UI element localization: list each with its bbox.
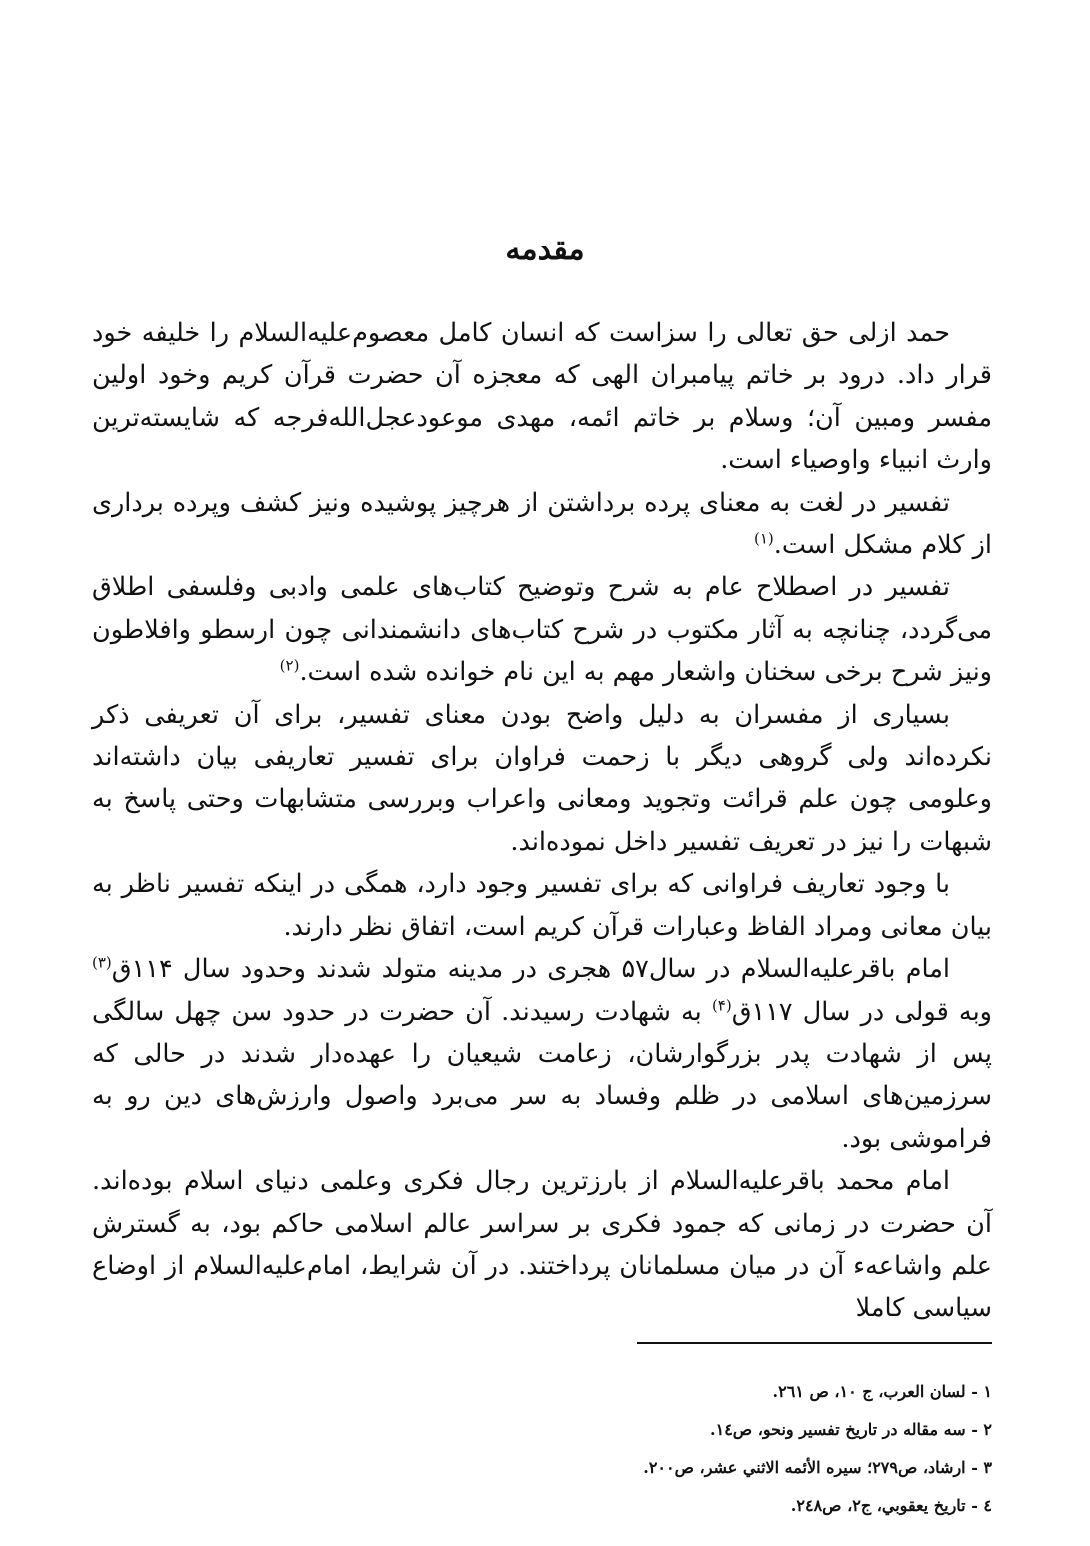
paragraph: با وجود تعاریف فراوانی که برای تفسیر وجود دارد، همگی در اینکه تفسیر ناظر به بیان معانی ومراد الفاظ وعبارات قرآن کریم است، اتفاق نظر دارند. — [92, 869, 992, 942]
footnote: ٢ - سه مقاله در تاريخ تفسير ونحو، ص١٤. — [710, 1420, 992, 1439]
paragraph-text: تفسیر در اصطلاح عام به شرح وتوضیح کتاب‌های علمی وادبی وفلسفی اطلاق می‌گردد، چنانچه به آثار مکتوب در شرح کتاب‌های دانشمندانی چون ارسطو وافلاطون ونیز شرح برخی سخنان واشعار مهم به این نام خوانده شده است. — [92, 572, 992, 688]
page-title: مقدمه — [505, 232, 585, 267]
footnote-ref: (۲) — [279, 656, 300, 675]
paragraph: حمد ازلی حق تعالی را سزاست که انسان کامل معصوم‌علیه‌السلام را خلیفه خود قرار داد. درود بر خاتم پیامبران الهی که معجزه آن حضرت قرآن کریم وخود اولین مفسر ومبین آن؛ وسلام بر خاتم ائمه، مهدی موعودعجل‌الله‌فرجه که شایسته‌ترین وارث انبیاء واوصیاء است. — [92, 318, 992, 476]
footnote: ٤ - تاريخ يعقوبي، ج٢، ص٢٤٨. — [790, 1496, 992, 1515]
footnotes — [300, 1373, 992, 1525]
paragraph-text: به شهادت رسیدند. آن حضرت در حدود سن چهل سالگی پس از شهادت پدر بزرگوارشان، زعامت شیعیان را عهده‌دار شدند در حالی که سرزمین‌های اسلامی در ظلم وفساد به سر می‌برد واصول وارزش‌های دین رو به فراموشی بود. — [92, 996, 992, 1154]
footnote: ٣ - ارشاد، ص٢٧٩؛ سيره الأئمه الاثني عشر، ص٢٠٠. — [643, 1458, 992, 1477]
paragraph-text: تفسیر در لغت به معنای پرده برداشتن از هرچیز پوشیده ونیز کشف وپرده برداری از کلام مشکل است. — [92, 487, 992, 561]
footnote-ref: (۳) — [92, 953, 112, 972]
body-text — [92, 312, 992, 1330]
paragraph: بسیاری از مفسران به دلیل واضح بودن معنای تفسیر، برای آن تعریفی ذکر نکرده‌اند ولی گروهی دیگر با زحمت فراوان برای تفسیر تعاریفی بیان داشته‌اند وعلومی چون علم قرائت وتجوید ومعانی واعراب وبررسی متشابهات وحتی پاسخ به شبهات را نیز در تعریف تفسیر داخل نموده‌اند. — [92, 699, 992, 857]
paragraph — [92, 948, 992, 1160]
paragraph — [92, 566, 992, 693]
footnote-divider — [637, 1342, 992, 1344]
footnote: ١ - لسان العرب، ج ١٠، ص ٢٦١. — [772, 1382, 992, 1401]
paragraph-text: امام باقرعلیه‌السلام در سال۵۷ هجری در مدینه متولد شدند وحدود سال ۱۱۴ق — [111, 954, 950, 985]
footnote-ref: (۱) — [753, 529, 774, 548]
paragraph: امام محمد باقرعلیه‌السلام از بارزترین رجال فکری وعلمی دنیای اسلام بوده‌اند. آن حضرت در زمانی که جمود فکری بر سراسر عالم اسلامی حاکم بود، به گسترش علم واشاعهء آن در میان مسلمانان پرداختند. در آن شرایط، امام‌علیه‌السلام از اوضاع سیاسی کاملا — [92, 1166, 992, 1324]
paragraph — [92, 482, 992, 567]
paragraph-text: وبه قولی در سال ۱۱۷ق — [731, 996, 992, 1027]
footnote-ref: (۴) — [711, 996, 732, 1014]
